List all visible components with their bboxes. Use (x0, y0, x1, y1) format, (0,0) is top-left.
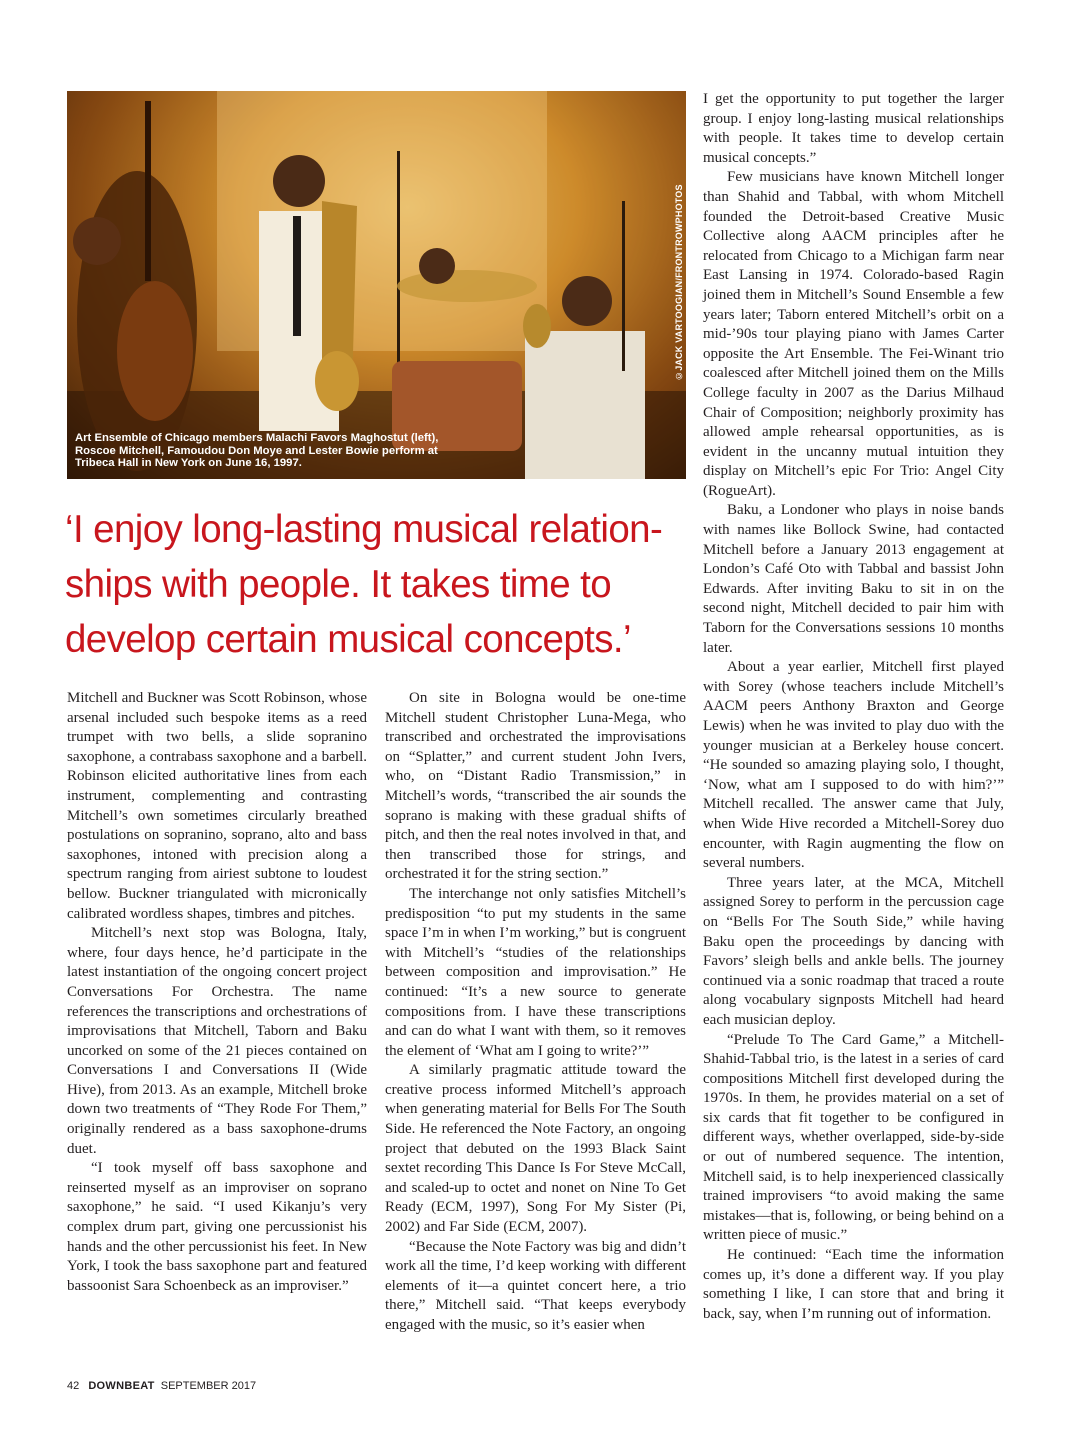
paragraph: I get the opportunity to put together the larger group. I enjoy long-lasting musical relationships with people. It takes time to develop certain musical concepts.” (703, 91, 1004, 166)
photo-credit: ©JACK VARTOOGIAN/FRONTROWPHOTOS (674, 184, 684, 381)
paragraph: “I took myself off bass saxophone and reinserted myself as an improviser on soprano saxophone,” he said. “I used Kikanju’s very complex drum part, giving one percussionist his hands and the other percussionist his feet. In New York, I took the bass saxophone part and featured bassoonist Sara Schoenbeck as an improviser.” (67, 1160, 367, 1294)
pull-quote: ‘I enjoy long-lasting musical relation-ships with people. It takes time to develop certain musical concepts.’ (65, 508, 663, 661)
paragraph: Baku, a Londoner who plays in noise bands with names like Bollock Swine, had contacted Mitchell before a January 2013 engagement at London’s Café Oto with Tabbal and bassist John Edwards. After inviting Baku to sit in on the second night, Mitchell decided to pair him with Taborn for the Conversations sessions 10 months later. (703, 502, 1004, 656)
page-number: 42 (67, 1380, 80, 1392)
paragraph: Mitchell’s next stop was Bologna, Italy, where, four days hence, he’d participate in the latest instantiation of the ongoing concert project Conversations For Orchestra. The name references the transcriptions and orchestrations of improvisations that Mitchell, Taborn and Baku uncorked on some of the 21 pieces contained on Conversations I and Conversations II (Wide Hive), from 2013. As an example, Mitchell broke down two treatments of “They Rode For Them,” originally rendered as a bass saxophone-drums duet. (67, 925, 367, 1157)
photo-scene (67, 91, 686, 479)
concert-photo (67, 91, 686, 479)
paragraph: Three years later, at the MCA, Mitchell assigned Sorey to perform in the percussion cage on “Bells For The South Side,” while having Baku open the proceedings by dancing with Favors’ sleigh bells and ankle bells. The journey continued via a sonic roadmap that traced a route along vocabulary signposts Mitchell had heard each musician deploy. (703, 874, 1004, 1028)
page-footer (67, 1380, 256, 1392)
paragraph: Few musicians have known Mitchell longer than Shahid and Tabbal, with whom Mitchell founded the Detroit-based Creative Music Collective along AACM principles after he relocated from Chicago to a Michigan farm near East Lansing in 1974. Colorado-based Ragin joined them in Mitchell’s Sound Ensemble a few years later; Taborn entered Mitchell’s orbit on a mid-’90s tour playing piano with James Carter opposite the Art Ensemble. The Fei-Winant trio coalesced after Mitchell joined them on the Mills College faculty in 2007 as the Darius Milhaud Chair of Composition; neighborly proximity has allowed ample rehearsal opportunities, as is evident in the uncanny mutual intuition they display on Mitchell’s epic For Trio: Angel City (RogueArt). (703, 169, 1004, 499)
paragraph: “Prelude To The Card Game,” a Mitchell-Shahid-Tabbal trio, is the latest in a series of card compositions Mitchell first developed during the 1970s. In them, he provides material on a set of six cards that fit together to be configured in different ways, whether overlapped, side-by-side or out of numbered sequence. The intention, Mitchell said, is to help inexperienced classically trained improvisers “to avoid making the same mistakes—that is, following, or being behind on a written piece of music.” (703, 1031, 1004, 1244)
paragraph: On site in Bologna would be one-time Mitchell student Christopher Luna-Mega, who transcribed and orchestrated the improvisations on “Splatter,” and current student John Ivers, who, on “Distant Radio Transmission,” in Mitchell’s words, “transcribed the air sounds the soprano is making with these gradual shifts of pitch, and then the real notes involved in that, and then transcribed those for strings, and orchestrated it for the string section.” (385, 690, 686, 883)
paragraph: “Because the Note Factory was big and didn’t work all the time, I’d keep working with different elements of it—a quintet concert here, a trio there,” Mitchell said. “That keeps everybody engaged with the music, so it’s easier when (385, 1238, 686, 1333)
paragraph: He continued: “Each time the information comes up, it’s done a different way. If you play something I like, I can store that and bring it back, say, when I’m running out of information. (703, 1247, 1004, 1322)
paragraph: The interchange not only satisfies Mitchell’s predisposition “to put my students in the same space I’m in when I’m working,” but is congruent with Mitchell’s “studies of the relationships between composition and improvisation.” He continued: “It’s a new source to generate compositions from. I have these transcriptions and can do what I want with them, so it removes the element of ‘What am I going to write?’” (385, 885, 686, 1059)
issue-date: SEPTEMBER 2017 (160, 1380, 257, 1392)
magazine-name: DOWNBEAT (88, 1380, 155, 1392)
photo-caption: Art Ensemble of Chicago members Malachi Favors Maghostut (left), Roscoe Mitchell, Famoudou Don Moye and Lester Bowie perform at Tribeca Hall in New York on June 16, 1997. (75, 432, 439, 470)
article-column-3 (703, 90, 1004, 1324)
paragraph: A similarly pragmatic attitude toward the creative process informed Mitchell’s approach when generating material for Bells For The South Side. He referenced the Note Factory, an ongoing project that debuted on the 1993 Black Saint sextet recording This Dance Is For Steve McCall, and scaled-up to octet and nonet on Nine To Get Ready (ECM, 1997), Song For My Sister (Pi, 2002) and Far Side (ECM, 2007). (385, 1062, 686, 1236)
paragraph: About a year earlier, Mitchell first played with Sorey (whose teachers include Mitchell’s AACM peers Anthony Braxton and George Lewis) when he was invited to play duo with the younger musician at a Berkeley house concert. “He sounded so amazing playing solo, I thought, ‘Now, what am I supposed to do with him?’” Mitchell recalled. The answer came that July, when Wide Hive recorded a Mitchell-Sorey duo encounter, with Ragin augmenting the flow on several numbers. (703, 659, 1004, 872)
article-column-1 (67, 689, 367, 1296)
paragraph: Mitchell and Buckner was Scott Robinson, whose arsenal included such bespoke items as a reed trumpet with two bells, a slide sopranino saxophone, a contrabass saxophone and a barbell. Robinson elicited authoritative lines from each instrument, complementing and contrasting Mitchell’s own sometimes circularly breathed postulations on sopranino, soprano, alto and bass saxophones, intoned with precision along a spectrum ranging from airiest subtone to loudest bellow. Buckner triangulated with micronically calibrated wordless shapes, timbres and pitches. (67, 690, 367, 922)
article-column-2 (385, 689, 686, 1336)
